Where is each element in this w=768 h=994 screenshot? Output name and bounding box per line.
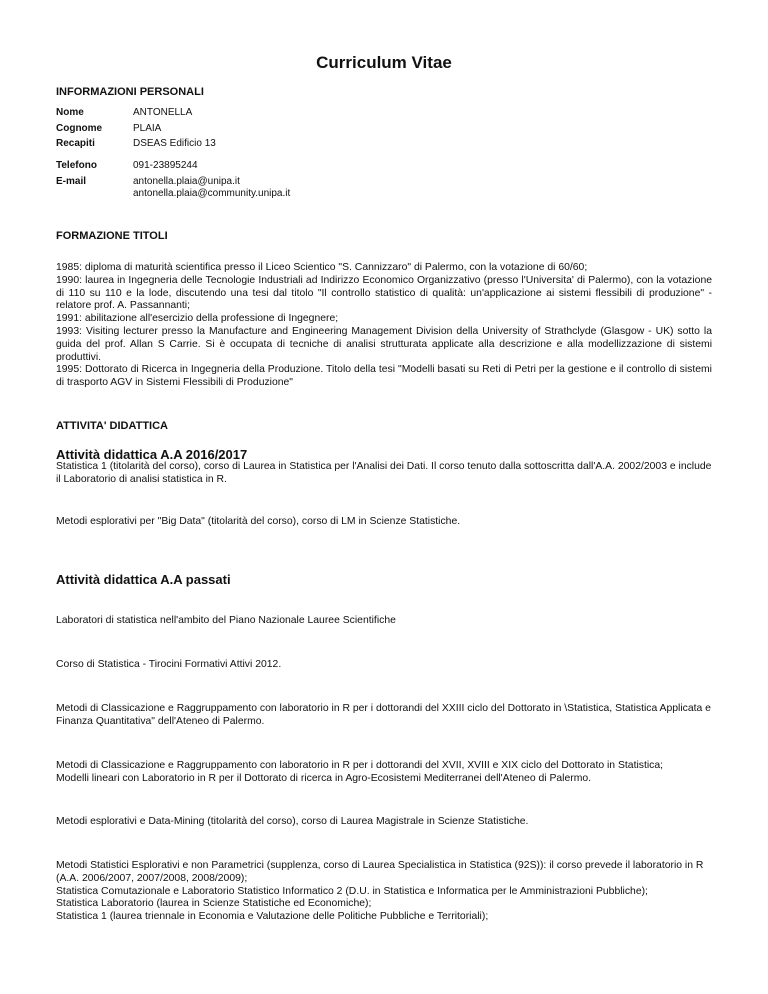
formazione-item: 1985: diploma di maturità scientifica presso il Liceo Scientico "S. Cannizzaro" di Palermo, con la votazione di 60/60; — [56, 262, 588, 273]
formazione-item: 1995: Dottorato di Ricerca in Ingegneria della Produzione. Titolo della tesi "Modelli basati su Reti di Petri per la gestione e il controllo di sistemi di trasporto AGV in Sistemi Flessibili di Produzione" — [56, 364, 712, 389]
nome-value: ANTONELLA — [133, 107, 193, 118]
didattica-heading: ATTIVITA' DIDATTICA — [56, 420, 168, 432]
recapiti-value: DSEAS Edificio 13 — [133, 138, 216, 149]
cognome-label: Cognome — [56, 123, 103, 134]
past-item: Laboratori di statistica nell'ambito del Piano Nazionale Lauree Scientifiche — [56, 615, 396, 626]
past-years-heading: Attività didattica A.A passati — [56, 572, 231, 587]
past-item: Metodi Statistici Esplorativi e non Parametrici (supplenza, corso di Laurea Specialistica in Statistica (92S)): il corso prevede il laboratorio in R (A.A. 2006/2007, 2007/2008, 2008/2009); — [56, 860, 704, 884]
recapiti-label: Recapiti — [56, 138, 95, 149]
past-item-group — [56, 860, 712, 924]
email-label: E-mail — [56, 176, 87, 187]
past-item: Metodi esplorativi e Data-Mining (titolarità del corso), corso di Laurea Magistrale in Scienze Statistiche. — [56, 816, 529, 827]
past-item: Statistica 1 (laurea triennale in Economia e Valutazione delle Politiche Pubbliche e Territoriali); — [56, 911, 489, 923]
email-value[interactable]: antonella.plaia@community.unipa.it — [133, 188, 291, 199]
past-item: Modelli lineari con Laboratorio in R per il Dottorato di ricerca in Agro-Ecosistemi Mediterranei dell'Ateneo di Palermo. — [56, 772, 592, 784]
past-item: Metodi di Classicazione e Raggruppamento con laboratorio in R per i dottorandi del XXIII ciclo del Dottorato in \Statistica, Statistica Applicata e Finanza Quantitativa" dell'Ateneo di Palermo. — [56, 703, 711, 727]
formazione-item: 1993: Visiting lecturer presso la Manufacture and Engineering Management Division della University of Strathclyde (Glasgow - UK) sotto la guida del prof. Allan S Carrie. Si è occupata di tecniche di analisi strutturata applicate alla descrizione e alla modellizzazione di sistemi produttivi. — [56, 325, 712, 363]
formazione-item: 1991: abilitazione all'esercizio della professione di Ingegnere; — [56, 313, 339, 325]
past-item: Corso di Statistica - Tirocini Formativi Attivi 2012. — [56, 659, 282, 670]
past-item: Statistica Comutazionale e Laboratorio Statistico Informatico 2 (D.U. in Statistica e Informatica per le Amministrazioni Pubbliche); — [56, 885, 648, 897]
past-item: Statistica Laboratorio (laurea in Scienze Statistiche ed Economiche); — [56, 898, 372, 910]
formazione-heading: FORMAZIONE TITOLI — [56, 230, 168, 242]
current-item: Metodi esplorativi per "Big Data" (titolarità del corso), corso di LM in Scienze Statistiche. — [56, 516, 461, 527]
nome-label: Nome — [56, 107, 84, 118]
page-title: Curriculum Vitae — [316, 53, 452, 72]
current-item: Statistica 1 (titolarità del corso), corso di Laurea in Statistica per l'Analisi dei Dati. Il corso tenuto dalla sottoscritta dall'A.A. 2002/2003 e include il Laboratorio di analisi statistica in R. — [56, 461, 712, 485]
email-values — [133, 176, 290, 200]
past-item-group — [56, 760, 712, 786]
cognome-value: PLAIA — [133, 123, 162, 134]
telefono-value: 091-23895244 — [133, 160, 198, 171]
telefono-label: Telefono — [56, 160, 97, 171]
personal-info-heading: INFORMAZIONI PERSONALI — [56, 86, 204, 98]
past-item: Metodi di Classicazione e Raggruppamento con laboratorio in R per i dottorandi del XVII, XVIII e XIX ciclo del Dottorato in Statistica; — [56, 760, 664, 771]
email-value[interactable]: antonella.plaia@unipa.it — [133, 176, 240, 187]
formazione-item: 1990: laurea in Ingegneria delle Tecnologie Industriali ad Indirizzo Economico Organizzativo (presso l'Universita' di Palermo), con la votazione di 110 su 110 e la lode, discutendo una tesi dal titolo "Il controllo statistico di qualità: un'applicazione ai sistemi flessibili di produzione" - relatore prof. A. Passannanti; — [56, 274, 712, 312]
current-year-heading: Attività didattica A.A 2016/2017 — [56, 447, 248, 462]
formazione-list — [56, 262, 712, 390]
